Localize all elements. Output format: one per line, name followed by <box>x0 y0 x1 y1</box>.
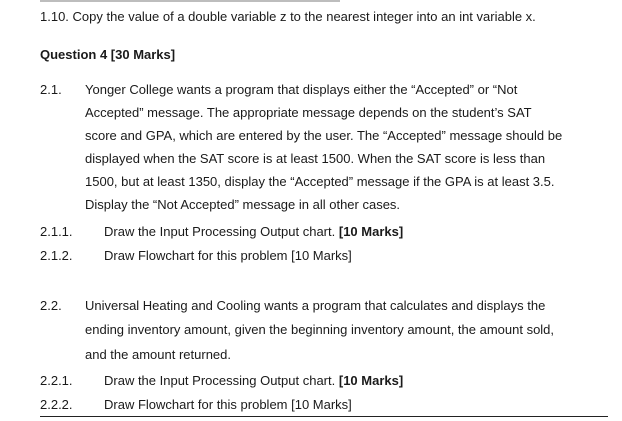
item-1-10 <box>40 9 536 25</box>
item-2-1-line-1: Yonger College wants a program that displays either the “Accepted” or “Not <box>85 82 518 97</box>
item-2-1-1-marks: [10 Marks] <box>338 224 404 239</box>
item-2-2-line-2: ending inventory amount, given the beginning inventory amount, the amount sold, <box>85 322 555 337</box>
item-2-1-line-4: displayed when the SAT score is at least 1500. When the SAT score is less than <box>85 151 546 166</box>
item-2-2-line-3: and the amount returned. <box>85 347 231 362</box>
item-2-2-1-number: 2.2.1. <box>40 373 73 388</box>
item-2-1-2-number: 2.1.2. <box>40 248 73 263</box>
item-1-10-number: 1.10. <box>40 9 69 24</box>
item-2-1-line-2: Accepted” message. The appropriate message depends on the student’s SAT <box>85 105 532 120</box>
item-2-2-1-text: Draw the Input Processing Output chart. <box>104 373 336 388</box>
item-2-2-number: 2.2. <box>40 298 62 313</box>
item-2-2-2-text: Draw Flowchart for this problem [10 Marks] <box>104 397 352 412</box>
item-2-1-line-5: 1500, but at least 1350, display the “Accepted” message if the GPA is at least 3.5. <box>85 174 555 189</box>
item-2-2-1-marks: [10 Marks] <box>338 373 404 388</box>
item-2-1-1-number: 2.1.1. <box>40 224 73 239</box>
item-2-1-line-3: score and GPA, which are entered by the user. The “Accepted” message should be <box>85 128 563 143</box>
cropped-top-text-remnant <box>40 0 340 2</box>
item-2-1-2-text: Draw Flowchart for this problem [10 Marks] <box>104 248 352 263</box>
item-2-1-line-6: Display the “Not Accepted” message in all other cases. <box>85 197 401 212</box>
item-2-1-number: 2.1. <box>40 82 62 97</box>
item-2-1-1 <box>104 224 403 240</box>
item-2-1-1-text: Draw the Input Processing Output chart. <box>104 224 336 239</box>
bottom-rule <box>40 416 608 417</box>
question-4-heading: Question 4 [30 Marks] <box>40 47 176 62</box>
item-2-2-2-number: 2.2.2. <box>40 397 73 412</box>
item-2-2-line-1: Universal Heating and Cooling wants a program that calculates and displays the <box>85 298 546 313</box>
item-1-10-text: Copy the value of a double variable z to the nearest integer into an int variable x. <box>72 9 536 24</box>
item-2-2-1 <box>104 373 403 389</box>
